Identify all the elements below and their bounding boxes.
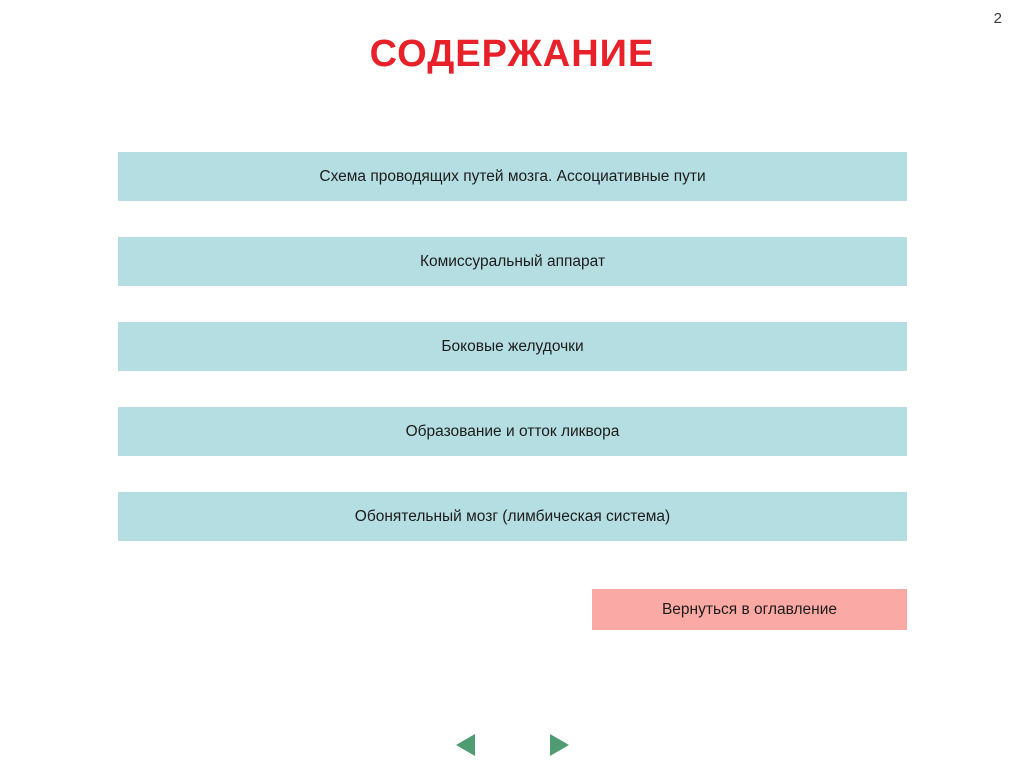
back-to-contents-label: Вернуться в оглавление xyxy=(661,600,838,618)
list-item[interactable] xyxy=(118,322,907,371)
list-item-label: Образование и отток ликвора xyxy=(405,422,620,440)
list-item[interactable] xyxy=(118,152,907,201)
slide-navigation xyxy=(0,727,1024,763)
list-item[interactable] xyxy=(118,492,907,541)
triangle-left-icon xyxy=(456,734,475,756)
list-item-label: Схема проводящих путей мозга. Ассоциативные пути xyxy=(319,167,706,185)
list-item[interactable] xyxy=(118,407,907,456)
next-slide-button[interactable] xyxy=(540,732,578,758)
back-to-contents-button[interactable] xyxy=(592,589,907,630)
page-number: 2 xyxy=(993,10,1002,27)
list-item-label: Боковые желудочки xyxy=(441,337,584,355)
content-list xyxy=(118,152,907,577)
list-item-label: Обонятельный мозг (лимбическая система) xyxy=(354,507,671,525)
triangle-right-icon xyxy=(550,734,569,756)
previous-slide-button[interactable] xyxy=(446,732,484,758)
page-title: СОДЕРЖАНИЕ xyxy=(369,33,655,75)
list-item-label: Комиссуральный аппарат xyxy=(419,252,606,270)
list-item[interactable] xyxy=(118,237,907,286)
